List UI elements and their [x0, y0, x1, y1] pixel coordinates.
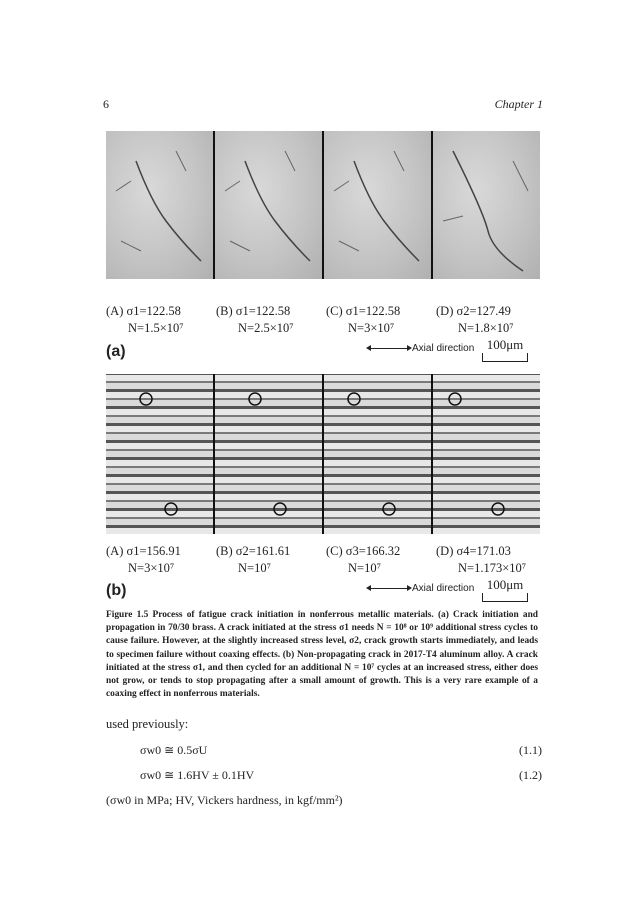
cycle-count: N=1.5×10⁷ [128, 321, 184, 335]
figure-label: Figure 1.5 [106, 610, 149, 620]
cycle-count: N=10⁷ [348, 561, 381, 575]
equation-note: (σw0 in MPa; HV, Vickers hardness, in kgf/mm²) [106, 793, 343, 807]
axial-direction-indicator [370, 583, 474, 594]
micrograph-a-panel-D [433, 131, 540, 279]
scale-bar-line [482, 353, 528, 362]
panel-captions-b [106, 543, 546, 583]
chapter-title: Chapter 1 [494, 97, 543, 111]
figure-part-label-a: (a) [106, 343, 126, 360]
cycle-count: N=1.8×10⁷ [458, 321, 514, 335]
scale-bar [482, 577, 528, 602]
stress-value: σ1=122.58 [235, 304, 291, 318]
panel-label: (D) [436, 544, 454, 558]
micrograph-a-panel-A [106, 131, 213, 279]
cycle-count: N=1.173×10⁷ [458, 561, 527, 575]
equation-number: (1.2) [519, 768, 542, 782]
page-number: 6 [103, 97, 109, 111]
micrograph-b-panel-C [324, 374, 431, 534]
stress-value: σ1=156.91 [126, 544, 181, 558]
micrograph-b-panel-A [106, 374, 213, 534]
stress-value: σ2=161.61 [235, 544, 291, 558]
axial-direction-indicator [370, 343, 474, 354]
axial-direction-label: Axial direction [412, 343, 475, 354]
panel-label: (C) [326, 304, 343, 318]
panel-label: (D) [436, 304, 454, 318]
panel-label: (B) [216, 544, 233, 558]
scale-label: 100μm [486, 337, 524, 352]
micrograph-b-panel-D [433, 374, 540, 534]
micrograph-a-panel-B [215, 131, 322, 279]
panel-caption [216, 303, 326, 343]
panel-caption [326, 543, 436, 583]
panel-captions-a [106, 303, 546, 343]
panel-label: (A) [106, 304, 124, 318]
caption-text: Process of fatigue crack initiation in nonferrous metallic materials. (a) Crack initiation and propagation in 70/30 brass. A crack initiated at the stress σ1 needs N = 10⁸ or 10⁹ additional stress cycles to cause failure. However, at the slightly increased stress level, σ2, crack growth starts immediately, and leads to specimen failure without coaxing effects. (b) Non-propagating crack in 2017-T4 aluminum alloy. A crack initiated at the stress σ1, and then cycled for an additional N = 10⁷ cycles at an increased stress, either does not grow, or tends to stop propagating after a small amount of growth. This is a very rare example of a coaxing effect in nonferrous materials. [106, 610, 539, 700]
figure-caption [106, 609, 538, 701]
panel-caption [216, 543, 326, 583]
scale-bar-line [482, 593, 528, 602]
cycle-count: N=2.5×10⁷ [238, 321, 294, 335]
double-arrow-icon [370, 588, 408, 589]
equation: σw0 ≅ 1.6HV ± 0.1HV [140, 768, 255, 782]
panel-caption [106, 543, 216, 583]
stress-value: σ2=127.49 [456, 304, 511, 318]
cycle-count: N=3×10⁷ [128, 561, 175, 575]
cycle-count: N=10⁷ [238, 561, 271, 575]
figure-part-label-b: (b) [106, 582, 127, 599]
panel-label: (B) [216, 304, 233, 318]
stress-value: σ1=122.58 [345, 304, 401, 318]
micrograph-strip-a [106, 131, 540, 279]
panel-label: (A) [106, 544, 124, 558]
equation: σw0 ≅ 0.5σU [140, 743, 208, 757]
scale-bar [482, 337, 528, 362]
stress-value: σ4=171.03 [456, 544, 511, 558]
panel-caption [326, 303, 436, 343]
stress-value: σ1=122.58 [126, 304, 181, 318]
micrograph-b-panel-B [215, 374, 322, 534]
cycle-count: N=3×10⁷ [348, 321, 395, 335]
body-text: used previously: [106, 717, 189, 731]
stress-value: σ3=166.32 [345, 544, 401, 558]
equation-number: (1.1) [519, 743, 542, 757]
scale-label: 100μm [486, 577, 524, 592]
axial-direction-label: Axial direction [412, 583, 475, 594]
micrograph-a-panel-C [324, 131, 431, 279]
panel-caption [106, 303, 216, 343]
double-arrow-icon [370, 348, 408, 349]
panel-label: (C) [326, 544, 343, 558]
micrograph-strip-b [106, 374, 540, 534]
